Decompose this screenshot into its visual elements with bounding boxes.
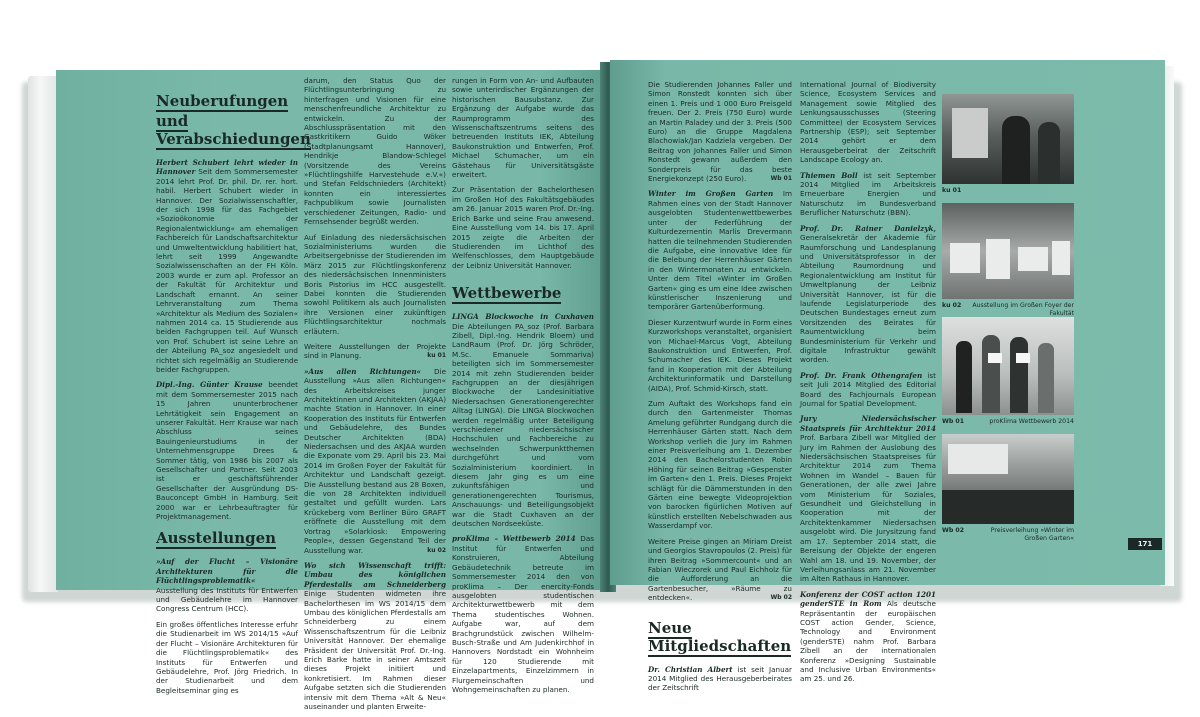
body-text: Dieser Kurzentwurf wurde in Form eines Kurzworkshops veranstaltet, organisiert von Michael-Marcus Vogt, Abteilung Baukonstruktion und Entwerfen, Prof. Schumacher des IEK. Dieses Projekt fand in Kooperation mit der Abteilung Architekturinformatik und Darstellung (AIDA), Prof. Schmid-Kirsch, statt. xyxy=(648,317,792,393)
heading-mitgliedschaften xyxy=(648,619,792,655)
paragraph-winter xyxy=(648,189,792,311)
body-text: Die Ausstellung »Aus allen Richtungen« des Arbeitskreises junger Architektinnen und Architekten (AKJAA) machte Station in Hannover. In einer Kooperation des Instituts für Entwerfen und Gebäudelehre, des Bundes Deutscher Architekten (BDA) Niedersachsen und des AKJAA wurden die Exponate vom 29. April bis 23. Mai 2014 im Großen Foyer der Fakultät für Architektur und Landschaft gezeigt. Die Ausstellung bestand aus 28 Boxen, die von 28 Architekten individuell gestaltet und gefüllt wurden. Lars Krückeberg vom Berliner Büro GRAFT eröffnete die Ausstellung mit dem Vortrag »Solarkiosk: Empowering People«, dessen Gegenstand Teil der Ausstellung war. xyxy=(304,366,446,555)
lead-text: Konferenz der COST action 1201 genderSTE in Rom xyxy=(800,589,936,609)
paragraph-auf-der-flucht xyxy=(156,557,298,613)
body-text: beendet mit dem Sommersemester 2015 nach 15 Jahren ununterbrochener Lehrtätigkeit sein Engagement an unserer Fakultät. Herr Krause war nach Abschluss seines Bauingenieurstudiums in der Unternehmensgruppe Drees & Sommer tätig, von 1986 bis 2007 als Gesellschafter und Partner. Seit 2003 ist er geschäftsführender Gesellschafter der Ausgründung DS-Bauconcept GmbH in Hamburg. Seit 2000 war er Lehrbeauftragter für Projektmanagement. xyxy=(156,380,298,522)
photo-box xyxy=(1052,241,1070,275)
paragraph-othengrafen xyxy=(800,371,936,409)
body-text: ist seit Juli 2014 Mitglied des Editorial Board des Fachjournals European Journal for Spatial Development. xyxy=(800,370,936,408)
paragraph-journal xyxy=(800,80,936,165)
paragraph-einladung xyxy=(304,233,446,336)
paragraph-praesentation xyxy=(452,185,594,270)
caption-ku02-text: Ausstellung im Großen Foyer der Fakultät xyxy=(972,302,1074,317)
left-column-1 xyxy=(156,84,311,701)
heading-neuberufungen xyxy=(156,92,311,148)
photo-figure xyxy=(1002,116,1030,184)
paragraph-albert xyxy=(648,665,792,693)
paragraph-staatspreis xyxy=(800,414,936,583)
photo-box xyxy=(1018,247,1048,271)
lead-text: LINGA Blockwoche in Cuxhaven xyxy=(452,312,594,322)
paragraph-weitere-ausstellungen xyxy=(304,342,446,361)
paragraph-kurzentwurf xyxy=(648,318,792,393)
photo-box xyxy=(986,239,1010,279)
caption-wb01-tag: Wb 01 xyxy=(942,418,965,425)
paragraph-studienarbeit xyxy=(156,620,298,695)
left-column-3 xyxy=(452,76,594,700)
heading-line-1: Neuberufungen xyxy=(156,92,289,110)
photo-ku02 xyxy=(942,203,1074,299)
body-text: Die Abteilungen PA_soz (Prof. Barbara Zibell, Dipl.-Ing. Hendrik Bloem) und LandRaum (Prof. Dr. Jörg Schröder, M.Sc. Emanuele Sommariva) beteiligten sich im Sommersemester 2014 mit zehn Studierenden beider Fachgruppen an der diesjährigen Blockwoche der Landesinitiative Niedersachsen Generationengerechter Alltag (LINGA). Die LINGA Blockwochen werden regelmäßig unter Beteiligung verschiedener niedersächsischer Hochschulen und Fachbereiche zu wechselnden Schwerpunktthemen durchgeführt und vom Sozialministerium koordiniert. In diesem Jahr ging es um eine zukunftsfähigen und generationengerechten Tourismus, Anschauungs- und Beteiligungsobjekt war die Stadt Cuxhaven an der deutschen Nordseeküste. xyxy=(452,321,594,529)
caption-line: Großen Garten« xyxy=(1024,535,1074,542)
photo-certificate xyxy=(988,353,1002,363)
paragraph-linga xyxy=(452,312,594,528)
heading-text: Neue Mitgliedschaften xyxy=(648,618,792,655)
body-text: ist seit Januar 2014 Mitglied des Herausgeberbeirates der Zeitschrift xyxy=(648,664,793,693)
right-column-2 xyxy=(800,80,936,690)
photo-box xyxy=(950,243,980,273)
body-text: Das Institut für Entwerfen und Konstruieren, Abteilung Gebäudetechnik betreute im Sommersemester 2014 den von proKlima – Der enercity-Fonds ausgelobten studentischen Architekturwettbewerb mit dem Thema studentisches Wohnen. Aufgabe war, auf dem Brachgrundstück zwischen Wilhelm-Busch-Straße und Am Judenkirchhof in Hannovers Nordstadt ein Wohnheim für 120 Studierende mit Einzelapartments, Einzelzimmern in Flurgemeinschaften und Wohngemeinschaften zu planen. xyxy=(452,534,594,694)
lead-text: Dr. Christian Albert xyxy=(648,664,733,674)
photo-figure xyxy=(956,341,972,413)
photo-panel xyxy=(952,108,988,158)
caption-ku01: ku 01 xyxy=(942,187,962,194)
body-text: Die Studierenden Johannes Faller und Simon Ronstedt konnten sich über einen 1. Preis und 1 000 Euro Preisgeld freuen. Der 2. Preis (750 Euro) wurde an Martin Paladey und der 3. Preis (500 Euro) an die Gruppe Magdalena Blachowiak/Jan Kadziela vergeben. Der Beitrag von Johannes Faller und Simon Ronstedt gewann außerdem den Sonderpreis für das beste Energiekonzept (250 Euro). xyxy=(648,80,792,184)
photo-figure xyxy=(1038,122,1060,184)
body-text: International Journal of Biodiversity Science, Ecosystem Services and Management sowie Mitglied des Lenkungsausschusses (Steering Committee) der Ecosystem Services Partnership (ESP); seit September 2014 gehört er dem Herausgeberbeirat der Zeitschrift Landscape Ecology an. xyxy=(800,80,936,165)
paragraph-aus-allen-richtungen xyxy=(304,367,446,555)
photo-crowd xyxy=(942,490,1074,524)
heading-text: Wettbewerbe xyxy=(452,284,562,303)
caption-ku02-tag: ku 02 xyxy=(942,302,962,309)
lead-text: proKlima – Wettbewerb 2014 xyxy=(452,534,576,544)
caption-line: Preisverleihung »Winter im xyxy=(990,527,1074,534)
paragraph-krause xyxy=(156,380,298,521)
photo-ku01 xyxy=(942,94,1074,184)
photo-certificate xyxy=(1016,353,1030,363)
lead-text: Winter im Großen Garten xyxy=(648,189,774,199)
photo-wb01 xyxy=(942,317,1074,415)
body-text: Einige Studenten widmeten ihre Bachelorthesen im WS 2014/15 dem Umbau des königlichen Pferdestalls am Schneiderberg zu einem Wissenschaftszentrum für die Leibniz Universität Hannover. Der ehemalige Präsident der Universität Prof. Dr.-Ing. Erich Barke hatte in seiner Amtszeit dieses Projekt initiiert und konkretisiert. Im Rahmen dieser Aufgabe setzten sich die Studierenden intensiv mit dem Thema »Alt & Neu« auseinander und planten Erweite- xyxy=(304,589,446,711)
paragraph-boll xyxy=(800,171,936,218)
lead-text: Prof. Dr. Frank Othengrafen xyxy=(800,370,923,380)
body-text: ist seit September 2014 Mitglied im Arbeitskreis Erneuerbare Energien und Naturschutz im Bundesverband Beruflicher Naturschutz (BBN). xyxy=(800,170,936,218)
body-text: Im Rahmen eines von der Stadt Hannover ausgelobten Studentenwettbewerbes unter der Federführung der Kulturdezernentin Marlis Drevermann hatten die teilnehmenden Studierenden die Aufgabe, eine innovative Idee für die Belebung der Herrenhäuser Gärten in den Wintermonaten zu entwickeln. Unter dem Titel »Winter im Großen Garten« ging es um eine Idee zwischen künstlerischer Inszenierung und temporärer Gartenüberformung. xyxy=(648,189,792,312)
lead-text: Wo sich Wissenschaft trifft: Umbau des königlichen Pferdestalls am Schneiderberg xyxy=(304,560,446,589)
body-text: Weitere Ausstellungen der Projekte sind in Planung. xyxy=(304,341,446,361)
body-text: Auf Einladung des niedersächsischen Sozialministeriums wurden die Arbeitsergebnisse der Studierenden im März 2015 zur Flüchtlingskonferenz des niedersächsischen Innenministers Boris Pistorius im HCC ausgestellt. Dabei konnten die Studierenden sowohl Politikern als auch Journalisten ihre Versionen einer zukünftigen Flüchtlingsarchitektur nochmals erläutern. xyxy=(304,232,446,336)
lead-text: Jury Niedersächsischer Staatspreis für Architektur 2014 xyxy=(800,414,936,433)
right-page xyxy=(610,60,1165,693)
left-page xyxy=(56,70,606,711)
page-number: 171 xyxy=(1128,538,1162,550)
paragraph-weitere-preise xyxy=(648,537,792,603)
lead-text: Prof. Dr. Rainer Danielzyk, xyxy=(800,223,936,233)
body-text: rungen in Form von An- und Aufbauten sowie unterirdischer Ergänzungen der historischen Bausubstanz. Zur Ergänzung der Aufgabe wurde das Raumprogramm des Wissenschaftszentrums seitens des betreuenden Instituts IEK, Abteilung Baukonstruktion und Entwerfen, Prof. Michael Schumacher, um ein Gästehaus für Universitätsgäste erweitert. xyxy=(452,76,594,180)
body-text: Zum Auftakt des Workshops fand ein durch den Gartenmeister Thomas Amelung geführter Rundgang durch die Herrenhäuser Gärten statt. Nach dem Workshop verlieh die Jury im Rahmen einer Preisverleihung am 1. Dezember 2014 den Bachelorstudenten Robin Höhing für seinen Beitrag »Gespenster im Garten« den 1. Preis. Dieses Projekt schlägt für die Dämmerstunden in den Gärten eine bewegte Videoprojektion von barocken figürlichen Motiven auf künstlich erstellten Nebelschwaden aus Wasserdampf vor. xyxy=(648,399,792,531)
heading-line-2: und Verabschiedungen xyxy=(156,112,311,148)
caption-wb02-tag: Wb 02 xyxy=(942,527,965,534)
lead-text: Thiemen Boll xyxy=(800,170,858,180)
body-text: Ausstellung des Instituts für Entwerfen und Gebäudelehre im Hannover Congress Centrum (HCC). xyxy=(156,585,298,614)
heading-ausstellungen xyxy=(156,529,298,547)
photo-figure xyxy=(982,335,1000,413)
paragraph-status-quo xyxy=(304,76,446,227)
paragraph-pferdestall xyxy=(304,561,446,712)
heading-wettbewerbe xyxy=(452,284,594,302)
reference-tag: Wb 02 xyxy=(770,594,792,602)
body-text: darum, den Status Quo der Flüchtlingsunterbringung zu hinterfragen und Visionen für eine menschenfreundliche Architektur zu entwickeln. Zu der Abschlusspräsentation mit den Gastkritikern Guido Wöker (Stadtplanungsamt Hannover), Hendrikje Blandow-Schlegel (Vorsitzende des Vereins »Flüchtlingshilfe Harvestehude e.V.«) und Stefan Feldschnieders (Architekt) konnten ein interessiertes Fachpublikum sowie Journalisten verschiedener Zeitungen, Radio- und Fernsehsender begrüßt werden. xyxy=(304,76,446,227)
body-text: Prof. Barbara Zibell war Mitglied der Jury im Rahmen der Auslobung des Niedersächsischen Staatspreises für Architektur 2014 zum Thema Wohnen im Wandel – Bauen für Generationen, der alle zwei Jahre vom Ministerium für Soziales, Gesundheit und Gleichstellung in Kooperation mit der Architektenkammer Niedersachsen ausgelobt wird. Die Jurysitzung fand am 17. September 2014 statt, die Bereisung der Objekte der engeren Wahl am 18. und 19. November, der Verleihungsanlass am 21. November im Alten Rathaus in Hannover. xyxy=(800,433,936,584)
left-column-2 xyxy=(304,76,446,717)
body-text: Weitere Preise gingen an Miriam Dreist und Georgios Stavropoulos (2. Preis) für ihren Beitrag »Sommercount« und an Fabian Wieczorek und Paul Eichholz für die Aufforderung an die Gartenbesucher, »Räume zu entdecken«. xyxy=(648,536,792,603)
paragraph-danielzyk xyxy=(800,224,936,365)
body-text: Zur Präsentation der Bachelorthesen im Großen Hof des Fakultätsgebäudes am 26. Januar 2015 waren Prof. Dr.-Ing. Erich Barke und seine Frau anwesend. Eine Ausstellung vom 14. bis 17. April 2015 zeigte die Arbeiten der Studierenden im Lichthof des Welfenschlosses, dem Hauptgebäude der Leibniz Universität Hannover. xyxy=(452,185,594,270)
lead-text: »Aus allen Richtungen« xyxy=(304,366,422,376)
paragraph-erweiterungen xyxy=(452,76,594,179)
reference-tag: ku 01 xyxy=(427,352,446,360)
body-text: Als deutsche Repräsentantin der europäischen COST action Gender, Science, Technology and Environment (genderSTE) nahm Prof. Barbara Zibell an der internationalen Konferenz »Designing Sustainable and Inclusive Urban Environments« am 25. und 26. xyxy=(800,599,936,684)
lead-text: Herbert Schubert lehrt wieder in Hannover xyxy=(156,158,298,177)
lead-text: Dipl.-Ing. Günter Krause xyxy=(156,380,263,390)
paragraph-preise xyxy=(648,80,792,183)
reference-tag: Wb 01 xyxy=(770,175,792,183)
paragraph-auftakt xyxy=(648,399,792,531)
photo-screen xyxy=(948,444,1008,474)
body-text: Ein großes öffentliches Interesse erfuhr die Studienarbeit im WS 2014/15 »Auf der Flucht – Visionäre Architekturen für die Flüchtlingsproblematik« des Instituts für Entwerfen und Gebäudelehre, Prof. Jörg Friedrich. In der Studienarbeit und dem Begleitseminar ging es xyxy=(156,619,298,695)
book-page-edges-left xyxy=(28,76,58,592)
reference-tag: ku 02 xyxy=(427,546,446,554)
caption-wb01-text: proKlima Wettbewerb 2014 xyxy=(989,418,1074,425)
body-text: Generalsekretär der Akademie für Raumforschung und Landesplanung und Universitätsprofessor in der Abteilung Raumordnung und Regionalentwicklung am Institut für Umweltplanung der Leibniz Universität Hannover, ist für die laufende Legislaturperiode des Deutschen Bundestages erneut zum Vorsitzenden des Beirates für Raumentwicklung beim Bundesministerium für Verkehr und digitale Infrastruktur gewählt worden. xyxy=(800,233,936,365)
paragraph-proklima xyxy=(452,534,594,694)
paragraph-schubert xyxy=(156,158,298,374)
photo-wb02 xyxy=(942,434,1074,524)
photo-figure xyxy=(1010,337,1028,413)
body-text: Seit dem Sommersemester 2014 lehrt Prof. Dr. phil. Dr. rer. hort. habil. Herbert Schubert wieder in Hannover. Der Sozialwissenschaftler, der sich 1998 für das Fachgebiet »Sozioökonomie der Regionalentwicklung« am ehemaligen Fachbereich für Landschaftsarchitektur und Umweltentwicklung habilitiert hat, lehrt seit 1999 Angewandte Sozialwissenschaften an der FH Köln. 2003 wurde er zum apl. Professor an der Fakultät für Architektur und Landschaft ernannt. An seiner Lehrveranstaltung zum Thema »Architektur als Medium des Sozialen« nahmen 2014 ca. 15 Studierende aus beiden Fachgruppen teil. Auf Wunsch von Prof. Schubert ist seine Lehre an der Abteilung PA_soz angesiedelt und richtet sich regelmäßig an Studierende beider Fachgruppen. xyxy=(156,167,298,374)
right-column-1 xyxy=(648,80,792,699)
caption-wb02-text xyxy=(974,527,1074,543)
lead-text: »Auf der Flucht – Visionäre Architekturen für die Flüchtlingsproblematik« xyxy=(156,557,298,586)
paragraph-cost xyxy=(800,590,936,684)
heading-text: Ausstellungen xyxy=(156,529,277,548)
photo-figure xyxy=(1038,343,1054,413)
